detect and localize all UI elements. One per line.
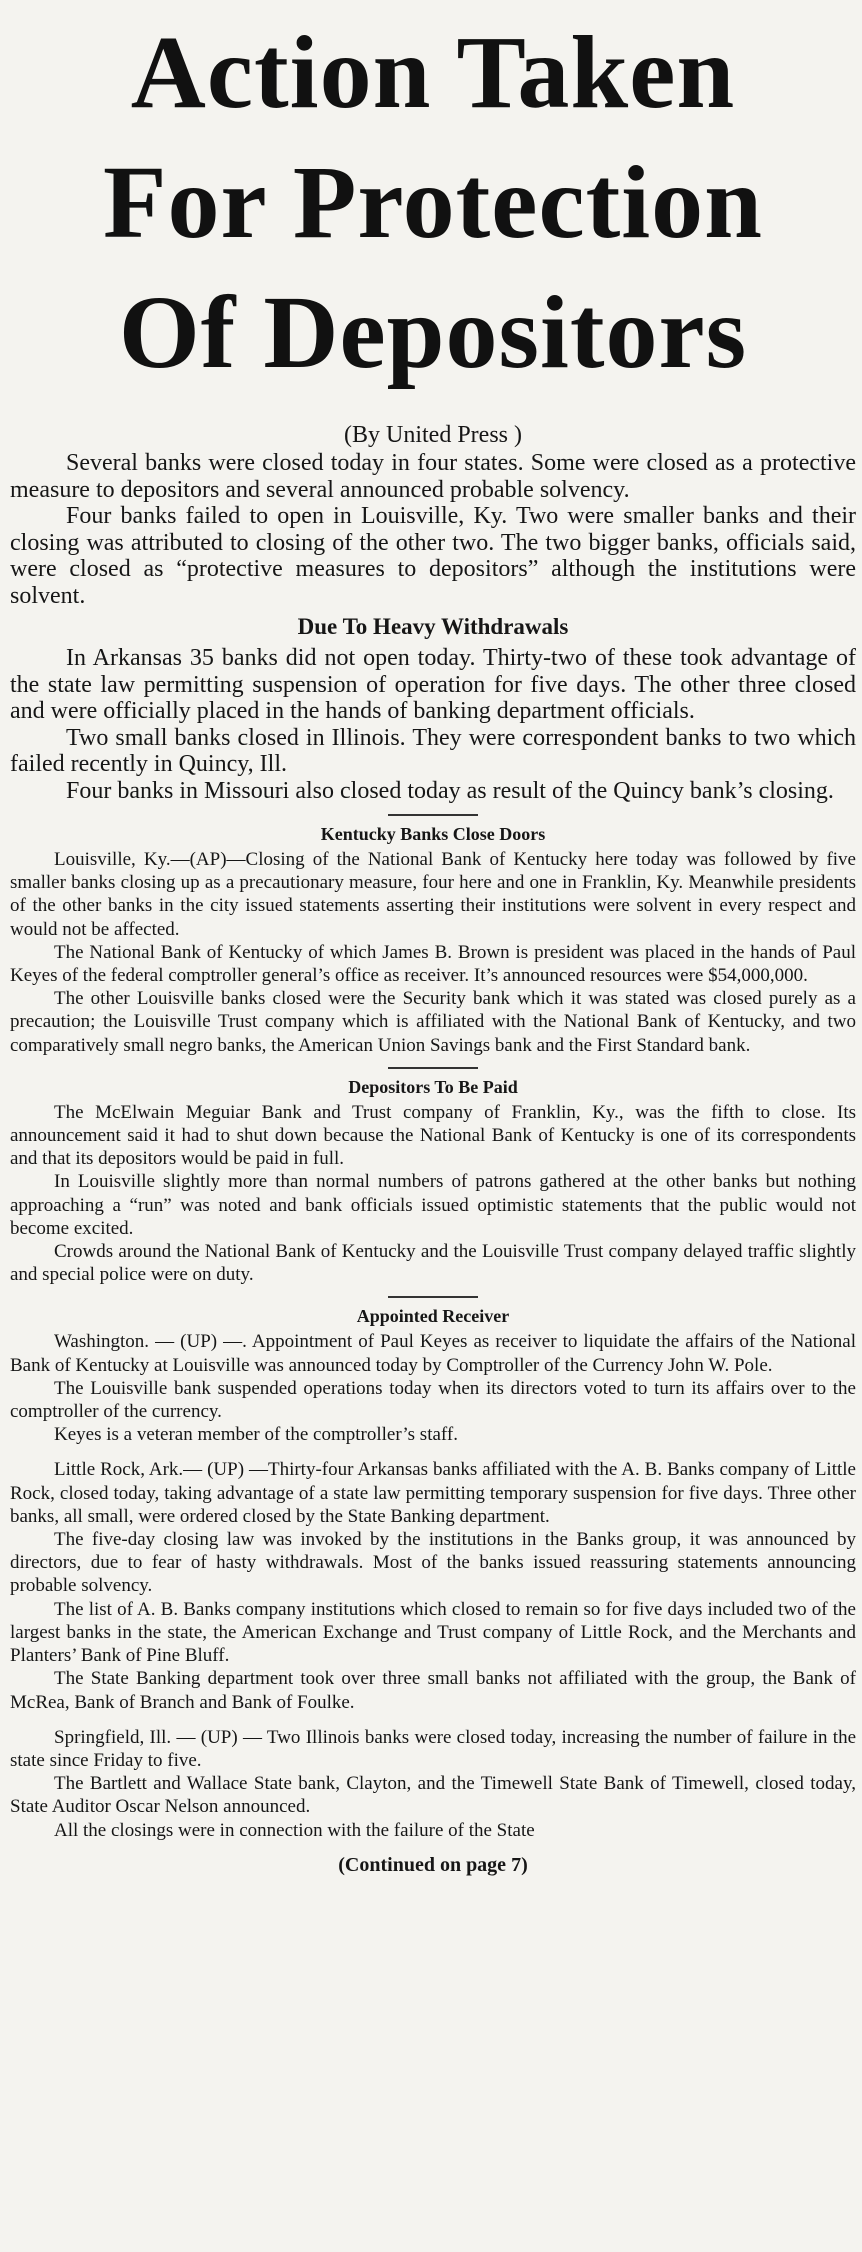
body-paragraph: Two small banks closed in Illinois. They were correspondent banks to two which failed recently in Quincy, Ill. (10, 724, 856, 777)
body-paragraph: The list of A. B. Banks company institutions which closed to remain so for five days included two of the largest banks in the state, the American Exchange and Trust company of Little Rock, and the Merchants and Planters’ Bank of Pine Bluff. (10, 1598, 856, 1667)
wire-credit: (By United Press ) (344, 422, 522, 448)
headline-line-3: Of Depositors (118, 275, 748, 390)
lead-paragraph: Four banks failed to open in Louisville, Ky. Two were smaller banks and their closing was attributed to closing of the other two. The two bigger banks, officials said, were closed as “protective measures to depositors” although the institutions were solvent. (10, 503, 856, 609)
body-paragraph: Little Rock, Ark.— (UP) —Thirty-four Arkansas banks affiliated with the A. B. Banks company of Little Rock, closed today, taking advantage of a state law permitting temporary suspension for five days. Three other banks, all small, were ordered closed by the State Banking department. (10, 1459, 856, 1527)
body-paragraph: The Louisville bank suspended operations today when its directors voted to turn its affairs over to the comptroller of the currency. (10, 1377, 856, 1423)
little-rock-section (10, 1458, 856, 1713)
body-paragraph: Washington. — (UP) —. Appointment of Paul Keyes as receiver to liquidate the affairs of the National Bank of Kentucky at Louisville was announced today by Comptroller of the Currency John W. Pole. (10, 1331, 856, 1376)
subhead-receiver: Appointed Receiver (356, 1306, 510, 1327)
body-paragraph: In Louisville slightly more than normal numbers of patrons gathered at the other banks but nothing approaching a “run” was noted and bank officials issued optimistic statements that the public would not become excited. (10, 1171, 856, 1239)
arkansas-section (10, 645, 856, 804)
headline (10, 8, 856, 398)
section-rule (388, 814, 478, 816)
lead-paragraph: Several banks were closed today in four states. Some were closed as a protective measure to depositors and several announced probable solvency. (10, 450, 856, 503)
continued-note: (Continued on page 7) (338, 1853, 528, 1876)
kentucky-section (10, 848, 856, 1057)
springfield-section (10, 1726, 856, 1842)
body-paragraph: The National Bank of Kentucky of which James B. Brown is president was placed in the hands of Paul Keyes of the federal comptroller general’s office as receiver. It’s announced resources were $54,000,000. (10, 941, 856, 987)
body-paragraph: Crowds around the National Bank of Kentucky and the Louisville Trust company delayed traffic slightly and special police were on duty. (10, 1241, 856, 1286)
article (0, 8, 862, 2252)
body-paragraph: Keyes is a veteran member of the comptroller’s staff. (54, 1424, 458, 1446)
lead-section (10, 450, 856, 609)
body-paragraph: In Arkansas 35 banks did not open today. Thirty-two of these took advantage of the state law permitting suspension of operation for five days. The other three closed and were officially placed in the hands of banking department officials. (10, 645, 856, 724)
receiver-section (10, 1330, 856, 1446)
headline-line-1: Action Taken (130, 15, 736, 130)
section-rule (388, 1067, 478, 1069)
body-paragraph: All the closings were in connection with the failure of the State (54, 1819, 535, 1841)
body-paragraph: The other Louisville banks closed were the Security bank which it was stated was closed purely as a precaution; the Louisville Trust company which is affiliated with the National Bank of Kentucky, and two comparatively small negro banks, the American Union Savings bank and the First Standard bank. (10, 988, 856, 1056)
subhead-withdrawals: Due To Heavy Withdrawals (297, 614, 569, 639)
body-paragraph: The McElwain Meguiar Bank and Trust company of Franklin, Ky., was the fifth to close. Its announcement said it had to shut down because the National Bank of Kentucky is one of its correspondents and that its depositors would be paid in full. (10, 1101, 856, 1170)
subhead-depositors: Depositors To Be Paid (348, 1076, 518, 1097)
body-paragraph: The State Banking department took over three small banks not affiliated with the group, the Bank of McRea, Bank of Branch and Bank of Foulke. (10, 1668, 856, 1713)
body-paragraph: The Bartlett and Wallace State bank, Clayton, and the Timewell State Bank of Timewell, closed today, State Auditor Oscar Nelson announced. (10, 1773, 856, 1818)
subhead-kentucky: Kentucky Banks Close Doors (320, 824, 546, 844)
headline-line-2: For Protection (103, 145, 763, 260)
body-paragraph: Springfield, Ill. — (UP) — Two Illinois banks were closed today, increasing the number of failure in the state since Friday to five. (10, 1726, 856, 1771)
body-paragraph: The five-day closing law was invoked by the institutions in the Banks group, it was announced by directors, due to fear of hasty withdrawals. Most of the banks issued reassuring statements announcing probable solvency. (10, 1529, 856, 1597)
body-paragraph: Louisville, Ky.—(AP)—Closing of the National Bank of Kentucky here today was followed by five smaller banks closing up as a precautionary measure, four here and one in Franklin, Ky. Meanwhile presidents of the other banks in the city issued statements asserting their institutions were solvent in every respect and would not be affected. (10, 849, 856, 940)
body-paragraph: Four banks in Missouri also closed today as result of the Quincy bank’s closing. (66, 777, 834, 804)
depositors-section (10, 1101, 856, 1287)
section-rule (388, 1296, 478, 1298)
